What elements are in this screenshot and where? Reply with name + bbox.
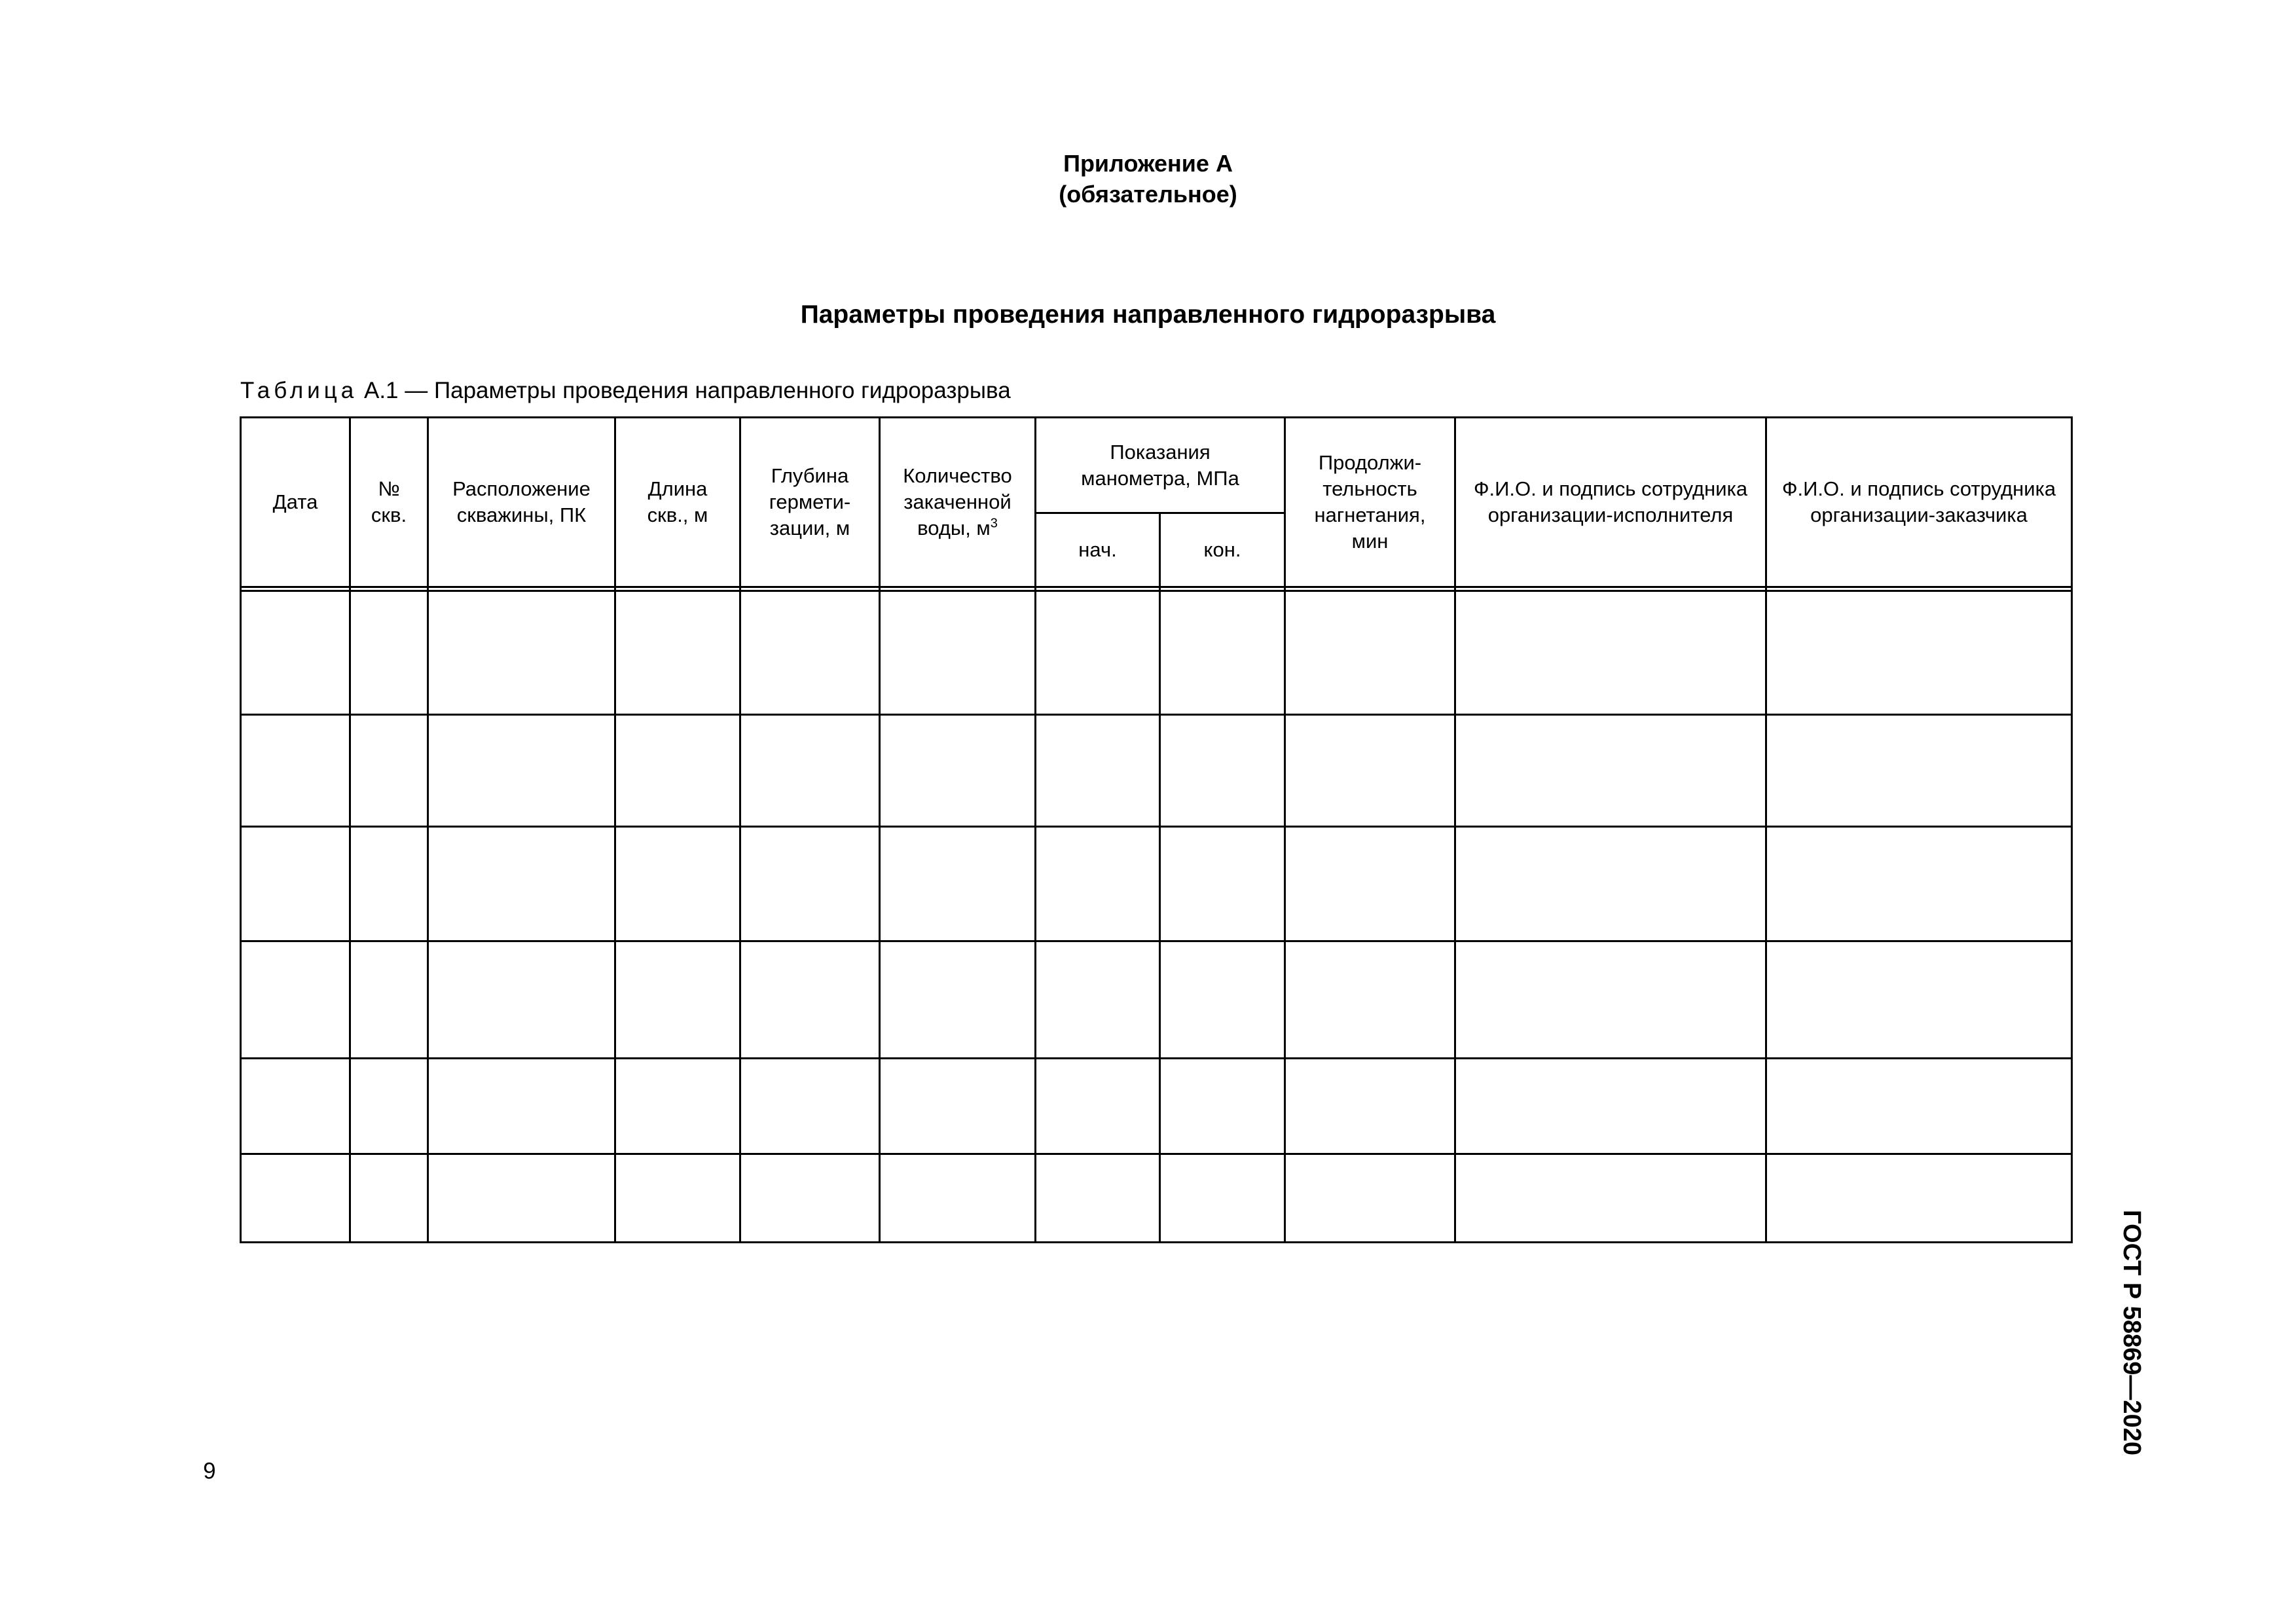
- row-divider: [242, 940, 2071, 942]
- unit-superscript: 3: [990, 516, 998, 531]
- header-well-length: [616, 418, 739, 586]
- column-divider: [1159, 512, 1161, 1241]
- header-customer-signature-text: Ф.И.О. и подпись сотрудника организации-заказчика: [1781, 477, 2056, 526]
- header-bottom-border-double: [242, 590, 2071, 592]
- appendix-heading: [0, 148, 2296, 210]
- row-divider: [242, 1153, 2071, 1155]
- header-contractor-signature-text: Ф.И.О. и подпись сотрудника организации-исполнителя: [1473, 477, 1748, 526]
- header-duration: [1286, 418, 1454, 586]
- header-well-length-text: Длина скв., м: [647, 477, 708, 526]
- table-caption-label: Таблица: [240, 378, 358, 403]
- header-water-amount-text: Количество закаченной воды, $м^3$: [903, 464, 1012, 539]
- header-bottom-border: [242, 586, 2071, 588]
- header-gauge-start: нач.: [1078, 538, 1117, 561]
- table-caption: [240, 376, 1011, 406]
- header-date: Дата: [272, 490, 318, 513]
- header-well-location: [429, 418, 614, 586]
- appendix-subtitle: (обязательное): [1059, 181, 1237, 208]
- header-duration-text: Продолжи-тельность нагнетания, мин: [1314, 451, 1426, 553]
- section-title: Параметры проведения направленного гидроразрыва: [800, 301, 1496, 329]
- header-gauge-readings: [1036, 418, 1284, 512]
- header-well-number: [351, 418, 427, 586]
- table-caption-text: А.1 — Параметры проведения направленного гидроразрыва: [363, 378, 1011, 403]
- document-code: ГОСТ Р 58869—2020: [2118, 1210, 2145, 1455]
- header-gauge-end: кон.: [1203, 538, 1241, 561]
- row-divider: [242, 1057, 2071, 1059]
- header-water-amount: [881, 418, 1034, 586]
- page-number: 6: [203, 1457, 216, 1483]
- row-divider: [242, 826, 2071, 828]
- row-divider: [242, 714, 2071, 716]
- header-contractor-signature: [1456, 418, 1765, 586]
- parameters-table: [240, 416, 2073, 1243]
- appendix-title: Приложение А: [1063, 150, 1233, 177]
- header-sealing-depth-text: Глубина гермети-зации, м: [769, 464, 851, 539]
- header-customer-signature: [1767, 418, 2071, 586]
- header-well-number-text: № скв.: [371, 477, 407, 526]
- header-gauge-readings-text: Показания манометра, МПа: [1081, 440, 1239, 490]
- header-well-location-text: Расположение скважины, ПК: [452, 477, 591, 526]
- header-sealing-depth: [741, 418, 879, 586]
